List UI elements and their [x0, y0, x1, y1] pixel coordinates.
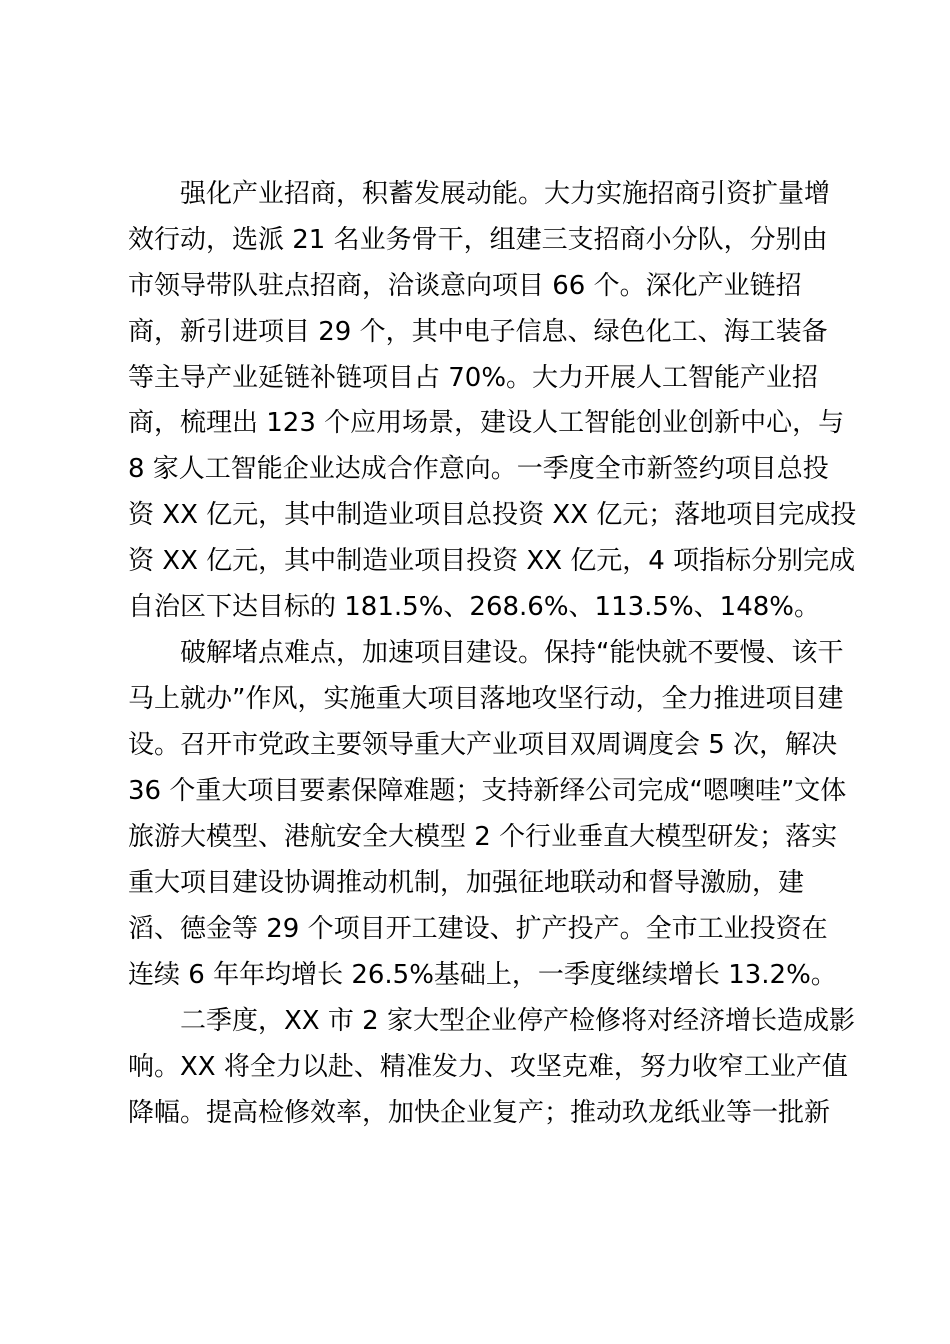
paragraph-2-line-7: 滔、德金等 29 个项目开工建设、扩产投产。全市工业投资在 — [128, 914, 828, 944]
paragraph-2-line-3: 设。召开市党政主要领导重大产业项目双周调度会 5 次，解决 — [128, 730, 838, 760]
paragraph-1-line-6: 商，梳理出 123 个应用场景，建设人工智能创业创新中心，与 — [128, 408, 845, 438]
paragraph-3-line-3: 降幅。提高检修效率，加快企业复产；推动玖龙纸业等一批新 — [128, 1098, 831, 1128]
paragraph-1-line-5: 等主导产业延链补链项目占 70%。大力开展人工智能产业招 — [128, 363, 819, 393]
paragraph-1-line-9: 资 XX 亿元，其中制造业项目投资 XX 亿元，4 项指标分别完成 — [128, 546, 856, 576]
paragraph-3-line-1: 二季度，XX 市 2 家大型企业停产检修将对经济增长造成影 — [180, 1006, 855, 1036]
paragraph-2-line-5: 旅游大模型、港航安全大模型 2 个行业垂直大模型研发；落实 — [128, 822, 838, 852]
paragraph-1-line-2: 效行动，选派 21 名业务骨干，组建三支招商小分队，分别由 — [128, 225, 828, 255]
paragraph-1-line-10: 自治区下达目标的 181.5%、268.6%、113.5%、148%。 — [128, 592, 821, 622]
paragraph-2-line-1: 破解堵点难点，加速项目建设。保持“能快就不要慢、该干 — [180, 638, 844, 668]
paragraph-2-line-2: 马上就办”作风，实施重大项目落地攻坚行动，全力推进项目建 — [128, 684, 844, 714]
paragraph-1-line-1: 强化产业招商，积蓄发展动能。大力实施招商引资扩量增 — [180, 179, 831, 209]
paragraph-2-line-8: 连续 6 年年均增长 26.5%基础上，一季度继续增长 13.2%。 — [128, 960, 837, 990]
paragraph-1-line-8: 资 XX 亿元，其中制造业项目总投资 XX 亿元；落地项目完成投 — [128, 500, 857, 530]
paragraph-1-line-4: 商，新引进项目 29 个，其中电子信息、绿色化工、海工装备 — [128, 317, 828, 347]
paragraph-1-line-7: 8 家人工智能企业达成合作意向。一季度全市新签约项目总投 — [128, 454, 829, 484]
paragraph-2-line-6: 重大项目建设协调推动机制，加强征地联动和督导激励，建 — [128, 868, 805, 898]
paragraph-1-line-3: 市领导带队驻点招商，洽谈意向项目 66 个。深化产业链招 — [128, 271, 802, 301]
paragraph-2-line-4: 36 个重大项目要素保障难题；支持新绎公司完成“嗯噢哇”文体 — [128, 776, 847, 806]
paragraph-3-line-2: 响。XX 将全力以赴、精准发力、攻坚克难，努力收窄工业产值 — [128, 1052, 848, 1082]
